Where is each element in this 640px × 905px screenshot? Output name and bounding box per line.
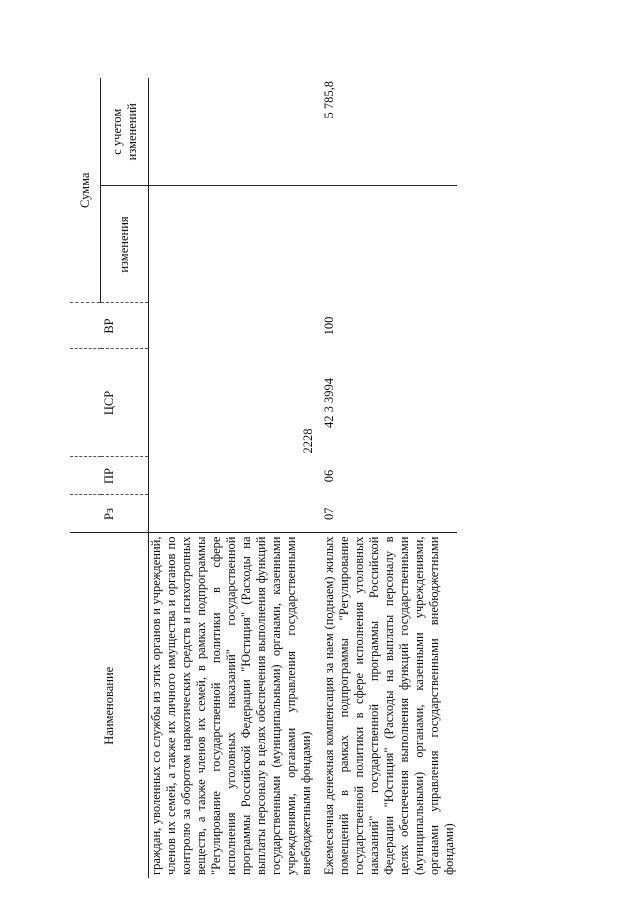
row-pr: 06 [322,469,336,483]
spacer-cell [314,78,322,186]
page-number: 2228 [301,428,315,454]
budget-table [70,78,457,878]
header-pr: ПР [70,457,149,495]
row-rz: 07 [322,507,336,520]
row-vr [149,303,315,349]
row-pr [149,457,315,495]
header-csr: ЦСР [70,349,149,457]
row-izm [322,186,457,303]
row-spacer [314,78,322,878]
spacer-cell [314,457,322,495]
row-csr [149,349,315,457]
row-rz [149,495,315,533]
spacer-cell [314,495,322,533]
row-izm [149,186,315,303]
header-sum: Сумма [70,78,101,303]
header-row-top [70,78,101,878]
row-name: граждан, уволенных со службы из этих органов и учреждений, членов их семей, а также их личного имущества и органов по контролю за оборотом наркотических средств и психотропных веществ, а также членов их семей, в рамках подпрограммы "Регулирование государственной политики в сфере исполнения уголовных наказаний" государственной программы Российской Федерации "Юстиция" (Расходы на выплаты персоналу в целях обеспечения выполнения функций государственными (муниципальными) органами, казенными учреждениями, органами управления государственными внебюджетными фондами) [149,533,315,878]
rotated-table-sheet [70,58,590,878]
row-vr: 100 [322,316,336,336]
header-with-changes: с учетом изменений [101,78,149,186]
row-total [149,78,315,186]
spacer-name [314,533,322,878]
table-row [149,78,315,878]
row-name: Ежемесячная денежная компенсация за наем (поднаем) жилых помещений в рамках подпрограммы "Регулирование государственной политики в сфере исполнения уголовных наказаний" государственной программы Российской Федерации "Юстиция" (Расходы на выплаты персоналу в целях обеспечения выполнения функций государственными (муниципальными) органами, казенными учреждениями, органами управления государственными внебюджетными фондами) [322,533,457,878]
header-name: Наименование [70,533,149,878]
spacer-cell [314,303,322,349]
spacer-cell [314,349,322,457]
header-izm: изменения [101,186,149,303]
header-vr: ВР [70,303,149,349]
header-rz: Рз [70,495,149,533]
row-csr: 42 3 3994 [322,378,336,428]
table-row [322,78,457,878]
spacer-cell [314,186,322,303]
row-total: 5 785,8 [322,81,336,119]
